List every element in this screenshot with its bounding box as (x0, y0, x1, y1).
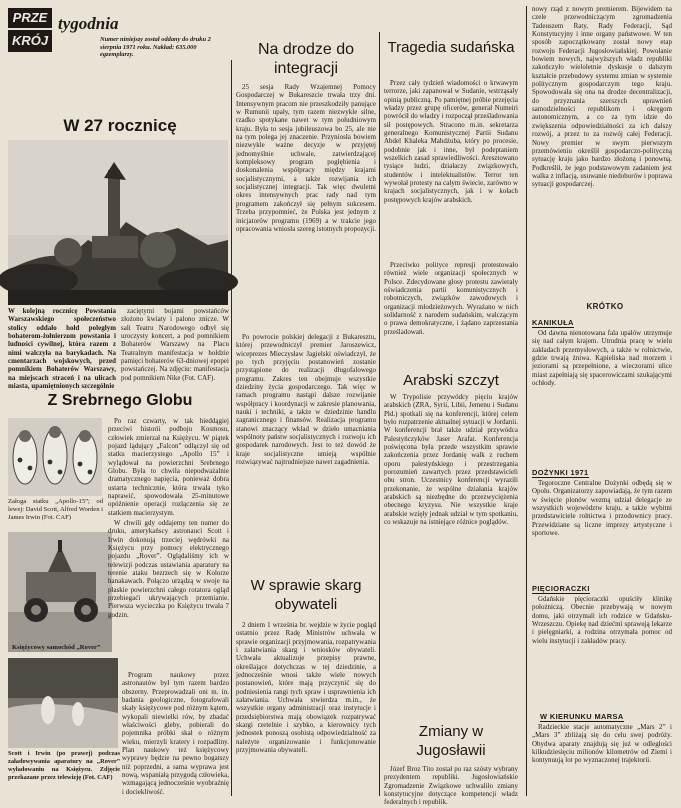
rover-photo (8, 532, 112, 652)
sudan-body-2: Przeciwko polityce represji protestowało również wiele organizacji społecznych w Polsce. Zdecydowane głosy protestu zawierały oświadczenia partii komunistycznych i robotniczych, związków zawodowych i organizacji młodzieżowych. Wyrażano w nich solidarność z narodem sudańskim, walczącym o prawa demokratyczne, i żądano zaprzestania prześladowań. (384, 262, 518, 336)
moon-caption-scott-irwin: Scott i Irwin (po prawej) podczas załadowywania aparatury na „Rover” wyładowaniu na Księżycu. Zdjęcie przekazane przez telewizję (Fot. CAF) (8, 750, 120, 781)
moon-title: Z Srebrnego Globu (47, 392, 193, 409)
yugoslavia-title: Zmiany w Jugosławii (416, 723, 486, 759)
complaints-body: 2 dniem 1 września br. wejdzie w życie pogląd ostatnio przez Radę Ministrów uchwała w sprawie organizacji przyjmowania, rozpatrywania i załatwiania skarg i wniosków obywateli. Uchwała aktualizuje przepisy prawne, określające dotychczas w tej dziedzinie, a jednocześnie wnosi także wiele nowych postanowień, które mają przyczynić się do podniesienia rangi tych spraw i usprawnienia ich załatwiania. Uchwała stwierdza m.in., że wszystkie organy administracji oraz instytucje i przedsiębiorstwa mają obowiązek rozpatrywać skargi rzetelnie i szybko, a kierownicy tych jednostek ponoszą osobistą odpowiedzialność za należyte organizowanie i funkcjonowanie przyjmowania obywateli. (236, 622, 376, 755)
moon-body-1: Po raz czwarty, w tak hieddągiej przeciwi historii podboju Kosmosu, człowiek zmierzał na Księżycu. W piątek pojazd lądujący „Falcon” odłączył się od statku macierzystego „Apollo 15” i wylądował na powierzchni Srebrnego Globu. Była to chwila niepodważalnie dramatycznego napięcia, ponieważ dobra ustarta technicznie, która trwała tyko naprawić, spowodowała 25-minutowe opóźnienie operacji rozłączenia się ze statkiem macierzystym. (108, 418, 229, 517)
moon-caption-rover: Księżycowy samochód „Rover” (12, 644, 101, 651)
arab-body: W Trypolisie przywódcy pięciu krajów arabskich (ZRA, Syrii, Libii, Jemenu i Sudanu Płd.) spotkali się na konferencji, której celem było rozpatrzenie aktualnej sytuacji w Jordanii. W konferencji brał także udział przywódca Palestyńczyków Jaser Arafat. Konferencja poświęcona była przede wszystkim sprawie zakończenia przez Jordanię walk z ruchem oporu palestyńskiego i przestrzegania porozumień zawartych przez przedstawicieli obu stron. Uczestnicy konferencji wyrazili przekonanie, że wspólne działania krajów arabskich są niezbędne do przezwyciężenia obecnego kryzysu. Nie wszystkie kraje arabskie wzięły jednak udział w tym spotkaniu, co wskazuje na istniejące różnice poglądów. (384, 394, 518, 527)
sudan-body-1: Przez cały tydzień wiadomości o krwawym terrorze, jaki zapanował w Sudanie, wstrząsały opinią publiczną. Po pamiętnej próbie przejęcia władzy przez grupę oficerów, generał Numeiri powrócił do władzy i rozpoczął prześladowania sił postępowych. Stracono m.in. sekretarza generalnego Komunistycznej Partii Sudanu Abdel Khaleka Mahdżuba, który po procesie, podobnie jak i inne, był podeptaniem wszelkich zasad sprawiedliwości. Aresztowano tysiące ludzi, działaczy związkowych, studentów i intelektualistów. Terror ten wywołał protesty na całym świecie, zarówno w krajach socjalistycznych, jak i w kołach postępowych krajów arabskich. (384, 80, 518, 204)
tygodnia-label: tygodnia (58, 14, 119, 33)
sudan-title: Tragedia sudańska (387, 39, 515, 56)
logo-bottom: KRÓJ (8, 30, 52, 52)
astronauts-photo (8, 418, 102, 496)
column-rule-1 (231, 60, 232, 796)
column-rule-3 (526, 6, 527, 796)
logo-top: PRZE (8, 8, 52, 28)
integration-body-1: 25 sesja Rady Wzajemnej Pomocy Gospodarczej w Bukareszcie trwała trzy dni. Intensywnym pracom nie przeszkodziły panujące w Rumunii upały, tym razem niezwykle silne, rzadko spotykane nawet w tym południowym kraju. Była to sesja jubileuszowa bo 25, ale nie na tym polega jej znaczenie. Przyniosła bowiem niezwykle ważne decyzje w przyjętej jednomyślnie uchwale, zatwierdzającej kompleksowy program pogłębienia i doskonalenia współpracy między krajami socjalistycznymi, a także rozwijania ich socjalistycznej integracji. Tak więc dwuletni okres intensywnych prac rady nad tym programem zakończył się pełnym sukcesem. Trzeba przypomnieć, że Polska jest jednym z inicjatorów programu (1969) a w trakcie jego opracowania wniosła szereg istotnych propozycji. (236, 84, 376, 233)
yugoslavia-continued: nowy rząd z nowym premierem. Bijewidem na czele przewodniczącym zgromadzenia Tadeuszem Raty, Rady Federacji, Sąd Konstytucyjny i inne organy państwowe. W ten sposób zapoczątkowany został nowy etap rozwoju Federacji Jugosłowiańskiej. Powołanie bowiem nowych, najwyższych władz republiki zakończyło wieloletnie dyskusje o dalszym kształcie przebudowy systemu zmian w systemie politycznym gospodarczym tego kraju. Spowodowała się ona na drodze decentralizacji, do przyznania szerszych uprawnień samodzielności republikom i okręgom autonomicznym, a co za tym idzie do zwiększenia odpowiedzialności za ich dalszy rozwój, a przez to za rozwój całej Federacji. Nowy premier w swym pierwszym przemówieniu określił gospodarczo-polityczną sytuację kraju jako bardzo złożoną i ponowną. Podkreślił, że jego podstawowym zadaniem jest walka z inflacją, usuwanie niedoborów i poprawa sytuacji gospodarczej. (532, 6, 672, 189)
column-rule-2 (379, 32, 380, 796)
wwii-title: W 27 rocznicę (63, 116, 177, 135)
astronauts-crew-icon (8, 418, 102, 496)
krotko-heading: KRÓTKO (586, 302, 624, 311)
dozynki-heading: DOŻYNKI 1971 (532, 468, 589, 477)
rover-vehicle-icon (8, 532, 112, 652)
kanikula-body: Od dawna nienotowana fala upałów utrzymuje się nad całym krajem. Utrudnia pracę w wielu zakładach przemysłowych, a także w rolnictwie, gdzie trwają żniwa. Kąpieliska nad morzem i jeziorami są przepełnione, a wieczorami ulice miast zapełniają się spacerowiczami szukającymi ochłody. (532, 330, 672, 388)
kanikula-heading: KANIKUŁA (532, 318, 574, 327)
moon-caption-crew: Załoga statku „Apollo-15”; od lewej: David Scott, Alfred Worden i James Irwin (Fot. CAF) (8, 498, 103, 521)
moon-body-2: W chwili gdy oddajemy ten numer do druku, amerykańscy astronauci Scott i Irwin dokonują trzeciej wędrówki na Księżycu przy pomocy elektrycznego pojazdu „Rover”. Oglądaliśmy ich w telewizji podczas ustawiania aparatury na terenie ataku bezrzech się w Kolorze hanakawach. Połączo urządzą w swoje na płaskie powierzchni całego rotatora ogląd przebiegaći ukrywających przemianie. Pierwsza wycieczka po Księżycu trwała 7 godzin. (108, 520, 229, 619)
mars-heading: W KIERUNKU MARSA (540, 712, 624, 721)
yugoslavia-body: Józef Broz Tito został po raz szósty wybrany prezydentem republiki. Jugosłowiańskie Zgromadzenie Związkowe uchwaliło zmiany konstytucyjne dotyczące kompetencji władz federalnych i republik. (384, 766, 518, 807)
lunar-surface-icon (8, 658, 118, 748)
integration-body-2: Po powrocie polskiej delegacji z Bukaresztu, której przewodniczył premier Jaroszewicz, wiceprezes Mieczysław Jagielski oświadczył, że po tych przyjęciu postanowień zostanie przystąpione do realizacji długofalowego programu. Zakres ten obejmuje wszystkie dziedziny życia gospodarczego. Tak więc w ramach programu nastąpi dalsze rozwijanie współpracy i koordynacji w zakresie planowania, nauki i techniki, a także w dziedzinie handlu zagranicznego i finansów. Realizacja programu stanowi znaczący wkład w dzieło umacniania wspólnoty państw socjalistycznych i rozwoju ich gospodarek narodowych. Jest to też dowód że kraje socjalistyczne umieją wspólnie rozwiązywać najtrudniejsze nawet zagadnienia. (236, 334, 376, 467)
mars-body: Radzieckie stacje automatyczne „Mars 2” i „Mars 3” zbliżają się do celu swej podróży. Obydwa aparaty znajdują się już w odległości kilkudziesięciu milionów kilometrów od Ziemi i kontynuują lot po wyznaczonej trajektorii. (532, 724, 672, 765)
complaints-title: W sprawie skarg obywateli (250, 577, 362, 613)
dozynki-body: Tegoroczne Centralne Dożynki odbędą się w Opolu. Organizatorzy zapowiadają, że tym razem w święcie plonów wezmą udział delegacje ze wszystkich województw kraju, a także wybitni przedstawiciele rolnictwa i przodownicy pracy. Przewidziane są liczne imprezy artystyczne i sportowe. (532, 480, 672, 538)
moon-body-3: Program naukowy przez astronautów był tym razem bardzo obszerny. Przeprowadzali oni m. in. badania geologiczne, fotografowali skały księżycowe pod różnym kątem, wykopali niewielki rów, by zbadać właściwości gleby, pobierali do pojemnika próbki skał o różnym wieku, mierzyli kratery i rozpadliny. Plan naukowy też księżycowy wyprawy będzie na pewno bogatszy niż poprzedni, a sama wyprawa jest nową, wspaniałą przygodą człowieka, wzmagającą jednocześnie wyobraźnię i dociekliwość. (122, 672, 229, 796)
monument-scene-icon (8, 140, 228, 305)
piecioraczki-body: Gdańskie pięcioraczki opuściły klinikę położniczą. Obecnie przebywają w nowym domu, jaki otrzymali ich rodzice w Gdańsku-Wrzeszczu. Opiekę nad dziećmi sprawują lekarze i pielęgniarki, a rodzina otrzymała pomoc od wielu instytucji i zakładów pracy. (532, 596, 672, 645)
piecioraczki-heading: PIĘCIORACZKI (532, 584, 590, 593)
arab-title: Arabski szczyt (403, 372, 499, 389)
issue-note: Numer niniejszy został oddany do druku 2 sierpnia 1971 roku. Nakład: 635.000 egzemplarzy. (100, 36, 211, 59)
wwii-body: zaciętymi bojami powstańców złożono kwiaty i palono znicze. W sali Teatru Narodowego odbył się uroczysty koncert, a pod pomnikiem Bohaterów Warszawy na Placu Teatralnym manifestacja w hołdzie pamięci bohaterów 63-dniowej epopei powstańczej. Na zdjęciu: manifestacja pod pomnikiem Nike (Fot. CAF). (121, 308, 229, 382)
monument-photo (8, 140, 228, 305)
scott-irwin-photo (8, 658, 118, 748)
integration-title: Na drodze do integracji (257, 41, 355, 77)
wwii-caption: W kolejną rocznicę Powstania Warszawskiego społeczeństwo stolicy oddało hołd poległym bohaterom-żołnierzom powstania i ludności cywilnej, która razem z nimi walczyła na barykadach. Na cmentarzach wojskowych, przed pomnikiem Bohaterów Warszawy, na miejscach straceń i na ulicach miasta, upamiętnionych szczególnie (8, 308, 116, 391)
